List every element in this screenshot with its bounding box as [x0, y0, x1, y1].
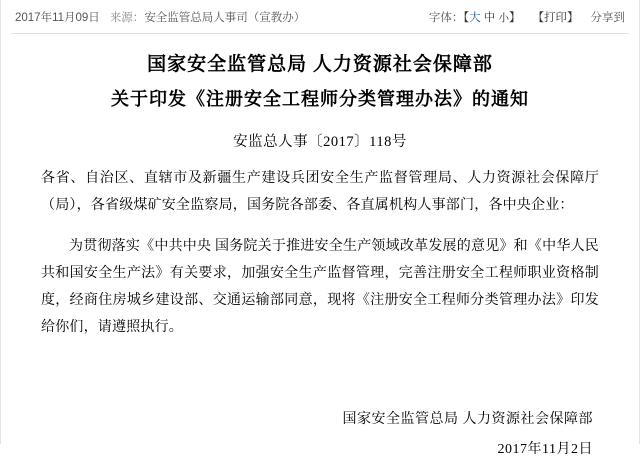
signature-organizations: 国家安全监管总局 人力资源社会保障部	[342, 412, 593, 427]
print-controls	[533, 9, 579, 25]
font-size-controls	[429, 9, 521, 25]
document-paragraph-1: 各省、自治区、直辖市及新疆生产建设兵团安全生产监督管理局、人力资源社会保障厅（局），各省级煤矿安全监察局，国务院各部委、各直属机构人事部门，各中央企业：	[41, 171, 599, 213]
font-size-medium-button[interactable]: 中	[483, 12, 496, 24]
font-size-small-button[interactable]: 小	[498, 12, 509, 24]
signature-date: 2017年11月2日	[497, 442, 593, 457]
document-signature	[41, 405, 599, 465]
source-group	[110, 9, 306, 25]
document-title	[41, 48, 599, 116]
document-number: 安监总人事〔2017〕118号	[233, 134, 407, 150]
font-size-large-button[interactable]: 大	[469, 12, 481, 24]
share-button[interactable]: 分享到	[590, 12, 625, 24]
bracket-open: 【	[463, 12, 470, 24]
publish-date: 2017年11月09日	[15, 12, 100, 24]
meta-right-group	[429, 9, 625, 25]
source-label: 来源：	[109, 12, 145, 24]
document-title-line-2: 关于印发《注册安全工程师分类管理办法》的通知	[111, 89, 529, 109]
source-name: 安全监管总局人事司（宣教办）	[144, 12, 306, 24]
document-title-line-1: 国家安全监管总局 人力资源社会保障部	[147, 54, 493, 75]
meta-left-group	[15, 9, 305, 25]
print-bracket-close: 】	[567, 12, 579, 24]
font-size-label: 字体：	[428, 12, 464, 24]
bracket-close: 】	[509, 12, 521, 24]
article-meta-bar	[1, 0, 639, 34]
print-bracket-open: 【	[532, 12, 544, 24]
print-button[interactable]: 打印	[544, 12, 567, 24]
document-paragraph-2: 为贯彻落实《中共中央 国务院关于推进安全生产领域改革发展的意见》和《中华人民共和国安全生产法》有关要求，加强安全生产监督管理，完善注册安全工程师职业资格制度，经商住房城乡建设部、交通运输部同意，现将《注册安全工程师分类管理办法》印发给你们，请遵照执行。	[41, 239, 599, 335]
document-body	[1, 34, 639, 465]
